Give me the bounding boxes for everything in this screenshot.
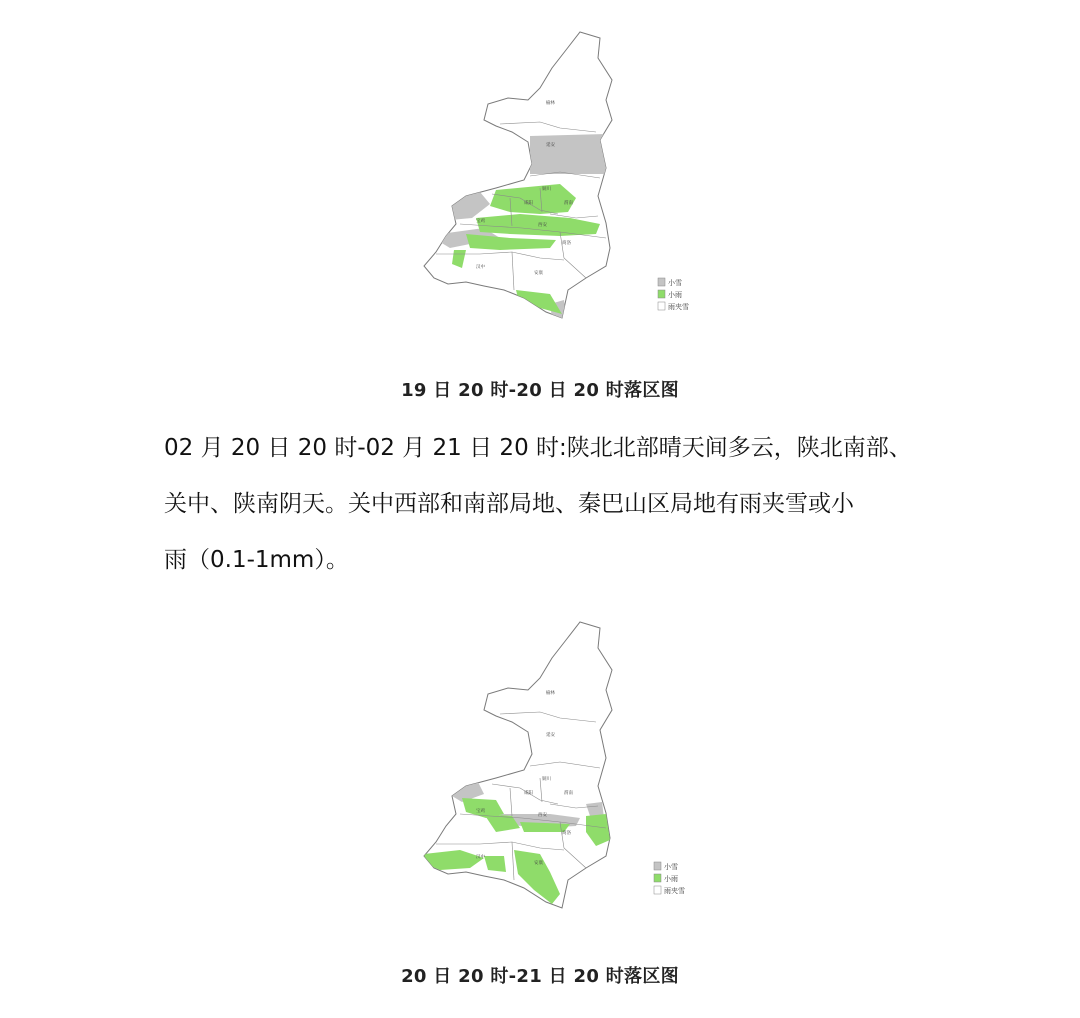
- city-label: 渭南: [564, 791, 573, 796]
- city-label: 安康: [534, 271, 543, 276]
- forecast-line: 02 月 20 日 20 时-02 月 21 日 20 时:陕北北部晴天间多云，陕北南部、: [164, 435, 912, 461]
- legend-label: 小雪: [668, 279, 682, 287]
- city-label: 咸阳: [524, 791, 533, 796]
- map-legend: [658, 278, 689, 311]
- legend-swatch-sleet: [658, 302, 665, 310]
- city-label: 西安: [538, 223, 547, 228]
- legend-label: 雨夹雪: [664, 887, 685, 895]
- precipitation-map-1: [400, 28, 720, 328]
- forecast-line: 雨（0.1-1mm）。: [164, 547, 349, 573]
- city-label: 商洛: [562, 831, 571, 836]
- legend-label: 小雨: [668, 291, 682, 299]
- legend-swatch-rain: [654, 874, 661, 882]
- legend-label: 雨夹雪: [668, 303, 689, 311]
- province-shape: [424, 32, 612, 318]
- legend-swatch-rain: [658, 290, 665, 298]
- city-label: 铜川: [542, 187, 551, 192]
- shaanxi-map-2: [400, 618, 720, 918]
- precipitation-map-2: [400, 618, 720, 918]
- legend-swatch-snow: [654, 862, 661, 870]
- city-label: 榆林: [546, 101, 555, 106]
- forecast-line: 关中、陕南阴天。关中西部和南部局地、秦巴山区局地有雨夹雪或小: [164, 491, 854, 517]
- city-label: 延安: [546, 733, 555, 738]
- legend-label: 小雪: [664, 863, 678, 871]
- legend-label: 小雨: [664, 875, 678, 883]
- city-label: 汉中: [476, 855, 485, 860]
- city-label: 延安: [546, 143, 555, 148]
- map-legend: [654, 862, 685, 895]
- city-label: 商洛: [562, 241, 571, 246]
- city-label: 安康: [534, 861, 543, 866]
- snow-area: [530, 134, 606, 174]
- legend-swatch-snow: [658, 278, 665, 286]
- map-caption-1: 19 日 20 时-20 日 20 时落区图: [401, 380, 679, 401]
- city-label: 渭南: [564, 201, 573, 206]
- shaanxi-map-1: [400, 28, 720, 328]
- city-label: 宝鸡: [476, 219, 485, 224]
- map-caption-2: 20 日 20 时-21 日 20 时落区图: [401, 966, 679, 987]
- city-label: 汉中: [476, 265, 485, 270]
- city-label: 咸阳: [524, 201, 533, 206]
- city-label: 西安: [538, 813, 547, 818]
- legend-swatch-sleet: [654, 886, 661, 894]
- city-label: 铜川: [542, 777, 551, 782]
- forecast-paragraph: [164, 420, 934, 588]
- city-label: 宝鸡: [476, 809, 485, 814]
- city-label: 榆林: [546, 691, 555, 696]
